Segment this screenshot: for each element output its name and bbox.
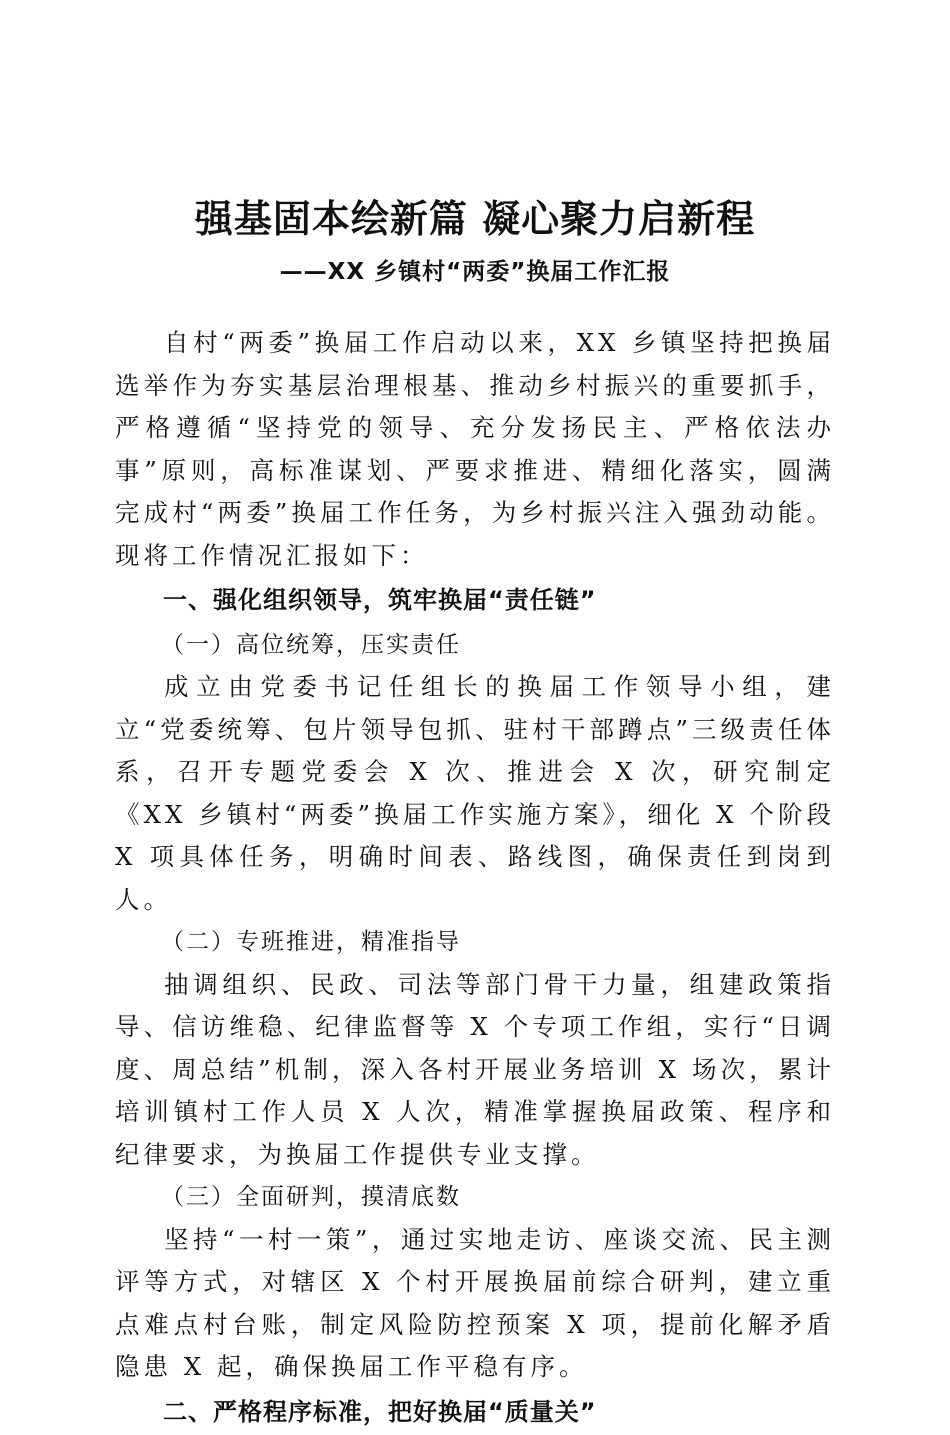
intro-paragraph: 自村“两委”换届工作启动以来，XX 乡镇坚持把换届选举作为夯实基层治理根基、推动乡村振兴的重要抓手，严格遵循“坚持党的领导、充分发扬民主、严格依法办事”原则，高标准谋划、严要求推进、精细化落实，圆满完成村“两委”换届工作任务，为乡村振兴注入强劲动能。现将工作情况汇报如下： [115, 328, 835, 570]
section1-sub1-heading: （一）高位统筹，压实责任 [161, 631, 461, 658]
document-body [115, 322, 835, 1435]
section1-sub1-paragraph: 成立由党委书记任组长的换届工作领导小组，建立“党委统筹、包片领导包抓、驻村干部蹲点”三级责任体系，召开专题党委会 X 次、推进会 X 次，研究制定《XX 乡镇村“两委”换届工作实施方案》，细化 X 个阶段 X 项具体任务，明确时间表、路线图，确保责任到岗到人。 [115, 672, 835, 914]
section1-sub3-paragraph: 坚持“一村一策”，通过实地走访、座谈交流、民主测评等方式，对辖区 X 个村开展换届前综合研判，建立重点难点村台账，制定风险防控预案 X 项，提前化解矛盾隐患 X 起，确保换届工作平稳有序。 [115, 1224, 835, 1381]
section1-sub3-heading: （三）全面研判，摸清底数 [161, 1184, 461, 1210]
section1-sub2-heading: （二）专班推进，精准指导 [161, 929, 461, 955]
document-subtitle: ——XX 乡镇村“两委”换届工作汇报 [279, 259, 671, 285]
section1-sub2-paragraph: 抽调组织、民政、司法等部门骨干力量，组建政策指导、信访维稳、纪律监督等 X 个专项工作组，实行“日调度、周总结”机制，深入各村开展业务培训 X 场次，累计培训镇村工作人员 X 人次，精准掌握换届政策、程序和纪律要求，为换届工作提供专业支撑。 [115, 969, 835, 1169]
document-title: 强基固本绘新篇 凝心聚力启新程 [194, 196, 756, 241]
section1-heading: 一、强化组织领导，筑牢换届“责任链” [163, 586, 597, 614]
section2-heading: 二、严格程序标准，把好换届“质量关” [163, 1397, 597, 1426]
